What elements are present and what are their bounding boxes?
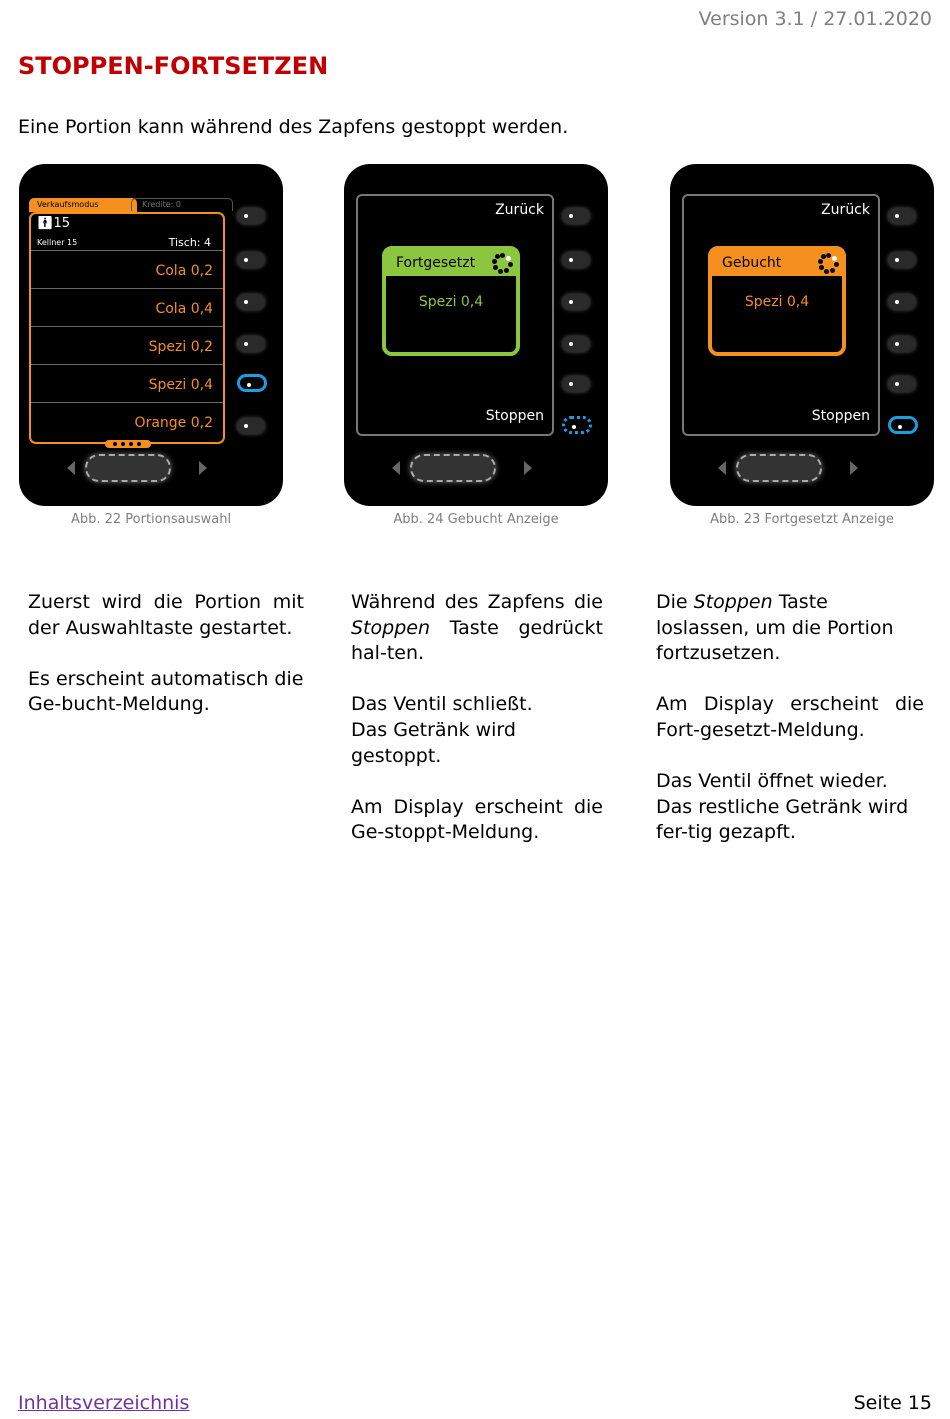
scroll-control [85, 458, 189, 478]
paragraph: Zuerst wird die Portion mit der Auswahltaste gestartet. [28, 591, 304, 639]
text-column-3 [656, 590, 924, 872]
toc-link[interactable]: Inhaltsverzeichnis [18, 1392, 190, 1414]
table-label: Tisch: 4 [168, 236, 211, 249]
side-key [237, 208, 265, 224]
paragraph: Am Display erscheint die Fort-gesetzt-Meldung. [656, 693, 924, 741]
paragraph: Während des Zapfens die Stoppen Taste gedrückt hal-ten. [351, 591, 604, 665]
page-number: Seite 15 [853, 1392, 932, 1414]
side-key [562, 294, 590, 310]
back-label: Zurück [821, 202, 870, 218]
status-item: Spezi 0,4 [418, 294, 484, 310]
side-key [888, 336, 916, 352]
status-popup [382, 246, 520, 356]
figure-caption: Abb. 22 Portionsauswahl [70, 512, 232, 527]
side-key [562, 336, 590, 352]
side-key [888, 294, 916, 310]
guest-count: 🚹︎15 [37, 216, 71, 231]
status-title: Fortgesetzt [386, 250, 516, 276]
side-key-active [237, 374, 267, 392]
text-column-2 [351, 590, 603, 872]
kellner-label: Kellner 15 [37, 238, 78, 247]
side-key [237, 294, 265, 310]
portion-item: Cola 0,4 [31, 288, 223, 326]
person-icon: 🚹︎ [37, 216, 54, 231]
arrow-right-icon [524, 461, 532, 475]
side-key-active [888, 416, 918, 434]
side-key-active [562, 416, 592, 434]
side-key [562, 208, 590, 224]
mode-tabs [29, 198, 223, 212]
scroll-pill [410, 454, 496, 482]
status-popup [708, 246, 846, 356]
portion-item: Spezi 0,2 [31, 326, 223, 364]
arrow-left-icon [718, 461, 726, 475]
arrow-left-icon [392, 461, 400, 475]
device-figure-fortgesetzt [344, 164, 608, 506]
spinner-icon [492, 253, 512, 273]
page-title: STOPPEN-FORTSETZEN [18, 52, 329, 80]
paragraph: Das Ventil öffnet wieder. Das restliche Getränk wird fer-tig gezapft. [656, 770, 909, 844]
display-screen [29, 212, 225, 444]
portion-item: Spezi 0,4 [31, 364, 223, 402]
paragraph: Die Stoppen Taste loslassen, um die Portion fortzusetzen. [656, 591, 894, 665]
side-key [237, 336, 265, 352]
tab-kredite: Kredite: 0 [131, 198, 233, 211]
arrow-right-icon [199, 461, 207, 475]
display-screen [682, 194, 880, 436]
side-key [237, 418, 265, 434]
spinner-icon [818, 253, 838, 273]
scroll-pill [85, 454, 171, 482]
status-title: Gebucht [712, 250, 842, 276]
back-label: Zurück [495, 202, 544, 218]
scroll-control [736, 458, 840, 478]
stop-label: Stoppen [485, 408, 544, 424]
intro-text: Eine Portion kann während des Zapfens gestoppt werden. [18, 116, 569, 138]
display-screen [356, 194, 554, 436]
side-key [888, 208, 916, 224]
portion-item: Cola 0,2 [31, 250, 223, 288]
stop-label: Stoppen [811, 408, 870, 424]
side-key [562, 376, 590, 392]
side-key [888, 376, 916, 392]
text-column-1 [28, 590, 304, 744]
arrow-left-icon [67, 461, 75, 475]
figure-caption: Abb. 24 Gebucht Anzeige [393, 512, 559, 527]
version-label: Version 3.1 / 27.01.2020 [698, 8, 932, 30]
scroll-control [410, 458, 514, 478]
portion-item: Orange 0,2 [31, 402, 223, 440]
side-key [237, 252, 265, 268]
paragraph: Es erscheint automatisch die Ge-bucht-Meldung. [28, 667, 304, 716]
paragraph: Am Display erscheint die Ge-stoppt-Meldung. [351, 795, 603, 844]
figure-caption: Abb. 23 Fortgesetzt Anzeige [710, 512, 894, 527]
paragraph: Das Ventil schließt. Das Getränk wird gestoppt. [351, 693, 533, 767]
device-figure-gebucht [670, 164, 934, 506]
arrow-right-icon [850, 461, 858, 475]
scroll-pill [736, 454, 822, 482]
page-indicator [105, 440, 151, 448]
status-item: Spezi 0,4 [744, 294, 810, 310]
tab-verkaufsmodus: Verkaufsmodus [29, 198, 137, 212]
side-key [888, 252, 916, 268]
device-figure-portion-selection [19, 164, 283, 506]
side-key [562, 252, 590, 268]
